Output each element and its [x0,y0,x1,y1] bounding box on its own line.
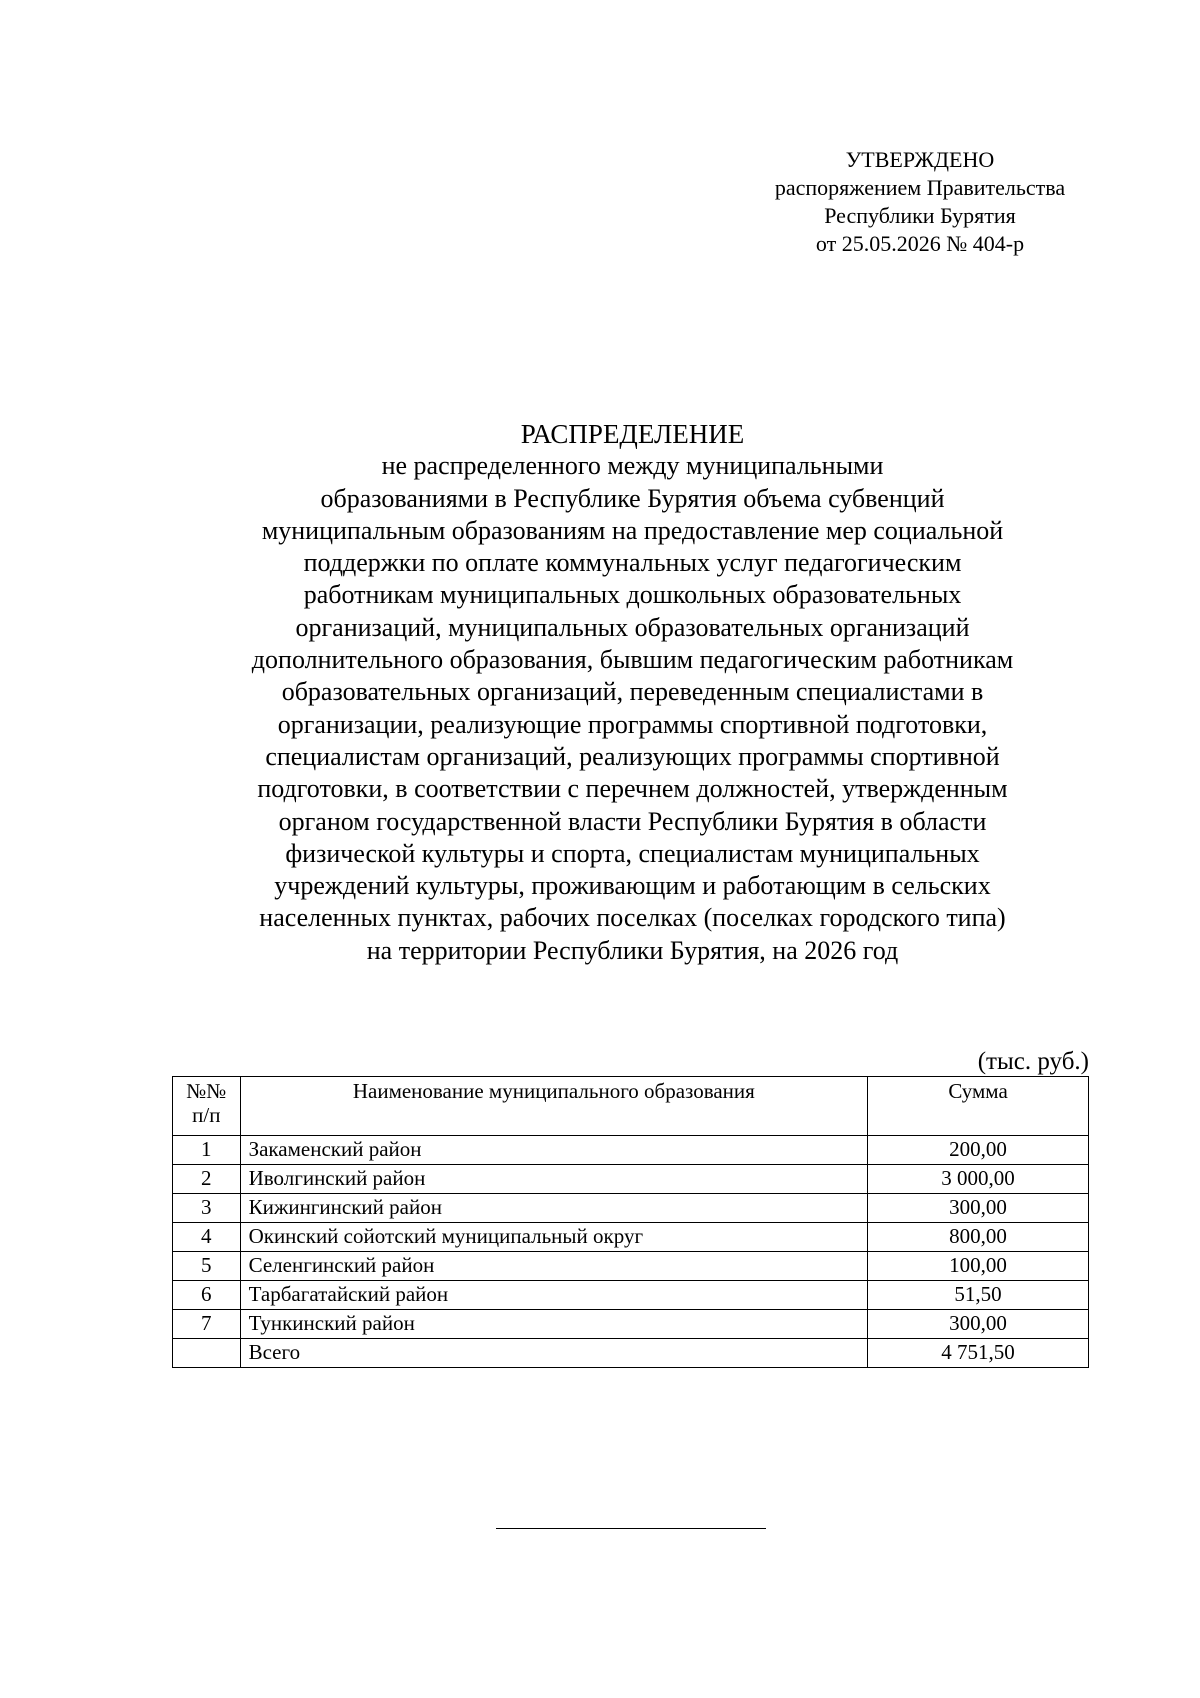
heading-line: образованиями в Республике Бурятия объема субвенций [320,483,945,513]
row-number: 2 [173,1165,241,1194]
row-sum: 200,00 [868,1136,1089,1165]
total-sum: 4 751,50 [868,1339,1089,1368]
heading-line: организации, реализующие программы спортивной подготовки, [277,709,988,739]
total-number [173,1339,241,1368]
document-heading [150,418,1115,967]
row-name: Кижингинский район [240,1194,868,1223]
distribution-table [172,1076,1089,1368]
heading-line: поддержки по оплате коммунальных услуг педагогическим [303,548,962,578]
document-title: РАСПРЕДЕЛЕНИЕ [520,419,745,449]
row-number: 1 [173,1136,241,1165]
approval-line-date: от 25.05.2026 № 404-р [815,231,1025,256]
row-sum: 300,00 [868,1310,1089,1339]
heading-line: образовательных организаций, переведенным специалистами в [281,677,984,707]
table-row [173,1165,1089,1194]
table-header-row [173,1077,1089,1136]
header-name: Наименование муниципального образования [240,1077,868,1136]
heading-line: подготовки, в соответствии с перечнем должностей, утвержденным [257,774,1008,804]
row-number: 7 [173,1310,241,1339]
row-number: 3 [173,1194,241,1223]
header-sum: Сумма [868,1077,1089,1136]
row-sum: 800,00 [868,1223,1089,1252]
heading-line: на территории Республики Бурятия, на 2026 год [366,935,899,965]
header-number-line2: п/п [192,1103,221,1127]
heading-line: органом государственной власти Республики Бурятия в области [278,806,987,836]
approval-stamp [740,146,1100,258]
header-number [173,1077,241,1136]
heading-line: специалистам организаций, реализующих программы спортивной [265,741,1000,771]
row-name: Закаменский район [240,1136,868,1165]
row-number: 6 [173,1281,241,1310]
heading-line: физической культуры и спорта, специалистам муниципальных [285,838,980,868]
approval-line-order: распоряжением Правительства [774,175,1066,200]
table-row [173,1252,1089,1281]
document-end-line [496,1528,766,1529]
table-row [173,1136,1089,1165]
row-sum: 51,50 [868,1281,1089,1310]
table-row [173,1194,1089,1223]
row-name: Тункинский район [240,1310,868,1339]
row-name: Иволгинский район [240,1165,868,1194]
row-sum: 100,00 [868,1252,1089,1281]
table-row [173,1310,1089,1339]
heading-line: организаций, муниципальных образовательных организаций [295,612,970,642]
heading-line: не распределенного между муниципальными [381,451,884,481]
table-total-row [173,1339,1089,1368]
row-sum: 300,00 [868,1194,1089,1223]
heading-line: учреждений культуры, проживающим и работающим в сельских [274,871,991,901]
row-number: 4 [173,1223,241,1252]
heading-line: населенных пунктах, рабочих поселках (поселках городского типа) [259,903,1006,933]
heading-line: дополнительного образования, бывшим педагогическим работникам [251,645,1014,675]
heading-line: муниципальным образованиям на предоставление мер социальной [261,515,1004,545]
table-row [173,1223,1089,1252]
row-sum: 3 000,00 [868,1165,1089,1194]
row-name: Селенгинский район [240,1252,868,1281]
header-number-line1: №№ [186,1079,227,1103]
table-units: (тыс. руб.) [977,1048,1089,1075]
heading-line: работникам муниципальных дошкольных образовательных [303,580,962,610]
row-name: Окинский сойотский муниципальный округ [240,1223,868,1252]
total-label: Всего [240,1339,868,1368]
approval-title: УТВЕРЖДЕНО [845,147,995,172]
row-number: 5 [173,1252,241,1281]
table-row [173,1281,1089,1310]
row-name: Тарбагатайский район [240,1281,868,1310]
approval-line-republic: Республики Бурятия [824,203,1016,228]
